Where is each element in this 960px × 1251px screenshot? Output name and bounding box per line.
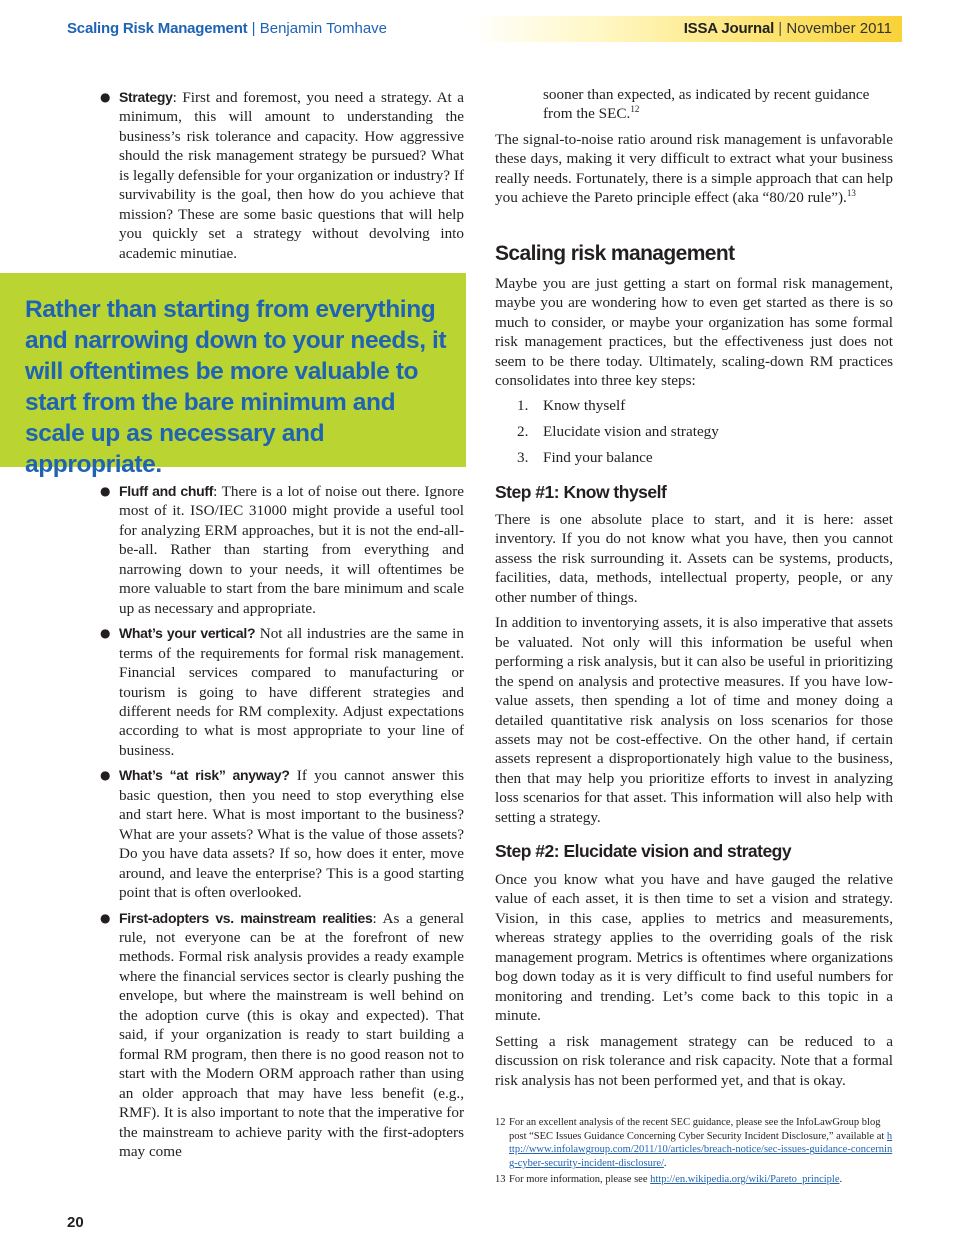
steps-list bbox=[517, 397, 877, 475]
left-column-bottom bbox=[100, 482, 464, 1161]
bullet-lead: First-adopters vs. mainstream realities bbox=[119, 909, 373, 926]
bullet-text: : There is a lot of noise out there. Ignore most of it. ISO/IEC 31000 might provide a useful tool for analyzing ERM approaches, but it is not the end-all-be-all. Rather than starting from everything and narrowing down to your needs, it will oftentimes be more valuable to start from the bare minimum and scale up as necessary and appropriate. bbox=[119, 483, 464, 617]
footnote-13 bbox=[495, 1173, 895, 1187]
bullet-lead: What’s your vertical? bbox=[119, 625, 256, 642]
pull-quote-box bbox=[0, 273, 466, 478]
running-header-left bbox=[67, 20, 387, 37]
bullet-icon: ● bbox=[100, 484, 111, 498]
footnote-punct: . bbox=[663, 1158, 667, 1170]
list-item bbox=[100, 909, 464, 1162]
paragraph bbox=[495, 130, 893, 208]
footnote-12 bbox=[495, 1116, 895, 1171]
header-date: November 2011 bbox=[786, 20, 892, 37]
step2-heading: Step #2: Elucidate vision and strategy bbox=[495, 841, 792, 861]
header-author: Benjamin Tomhave bbox=[259, 20, 388, 37]
paragraph-text: The signal-to-noise ratio around risk management is unfavorable these days, making it very difficult to extract what your business really needs. Fortunately, there is a simple approach that can help you achieve the Pareto principle effect (aka “80/20 rule”). bbox=[495, 131, 893, 207]
header-separator: | bbox=[251, 20, 256, 37]
list-item bbox=[517, 397, 877, 423]
bullet-icon: ● bbox=[100, 910, 111, 925]
paragraph-text: Maybe you are just getting a start on formal risk management, maybe you are wondering how to even get started as there is so much to consider, or maybe your organization has some formal risk management practices, but the effectiveness just does not seem to be there today. Ultimately, scaling-down RM practices consolidates into three key steps: bbox=[495, 275, 893, 390]
list-item bbox=[100, 88, 464, 263]
footnote-text: For an excellent analysis of the recent SEC guidance, please see the InfoLawGroup blog post “SEC Issues Guidance Concerning Cyber Security Incident Disclosure,” available at bbox=[509, 1117, 887, 1142]
footnote-text: For more information, please see bbox=[509, 1174, 651, 1185]
list-item bbox=[517, 423, 877, 449]
paragraph-scaling bbox=[495, 274, 893, 391]
running-header-right bbox=[472, 16, 902, 42]
bullet-list-top bbox=[100, 88, 464, 263]
step-number: 3. bbox=[517, 449, 529, 466]
paragraph-text: In addition to inventorying assets, it is also imperative that assets be valuated. Not only will this information be useful when performing a risk analysis, but it can also be useful in prioritizing the spend on analysis and protective measures. If you have low-value assets, then spending a lot of time and money doing a detailed quantitative risk analysis on loss scenarios for those assets may not be cost-effective. On the other hand, if certain assets represent a disproportionately high value to the business, then that may help you prioritize efforts to invest in analyzing loss scenarios for that asset. This information will also help with setting a strategy. bbox=[495, 614, 893, 826]
section-heading: Scaling risk management bbox=[495, 242, 735, 265]
list-item bbox=[100, 624, 464, 760]
step-number: 1. bbox=[517, 397, 529, 414]
bullet-text: : As a general rule, not everyone can be at the forefront of new methods. Formal risk analysis provides a ready example where the financial services sector is clearly pushing the envelope, but where the mainstream is well behind on the adoption curve (this is okay and expected). That said, if your organization is ready to start building a formal RM program, then there is no good reason not to start with the Modern ORM approach rather than using an older approach that may have less benefit (e.g., RMF). It is also important to note that the imperative for the mainstream to achieve parity with the first-adopters may come bbox=[119, 909, 464, 1160]
left-column-top bbox=[100, 88, 464, 263]
footnote-body bbox=[509, 1116, 895, 1171]
step-number: 2. bbox=[517, 423, 529, 440]
continued-text: sooner than expected, as indicated by recent guidance from the SEC. bbox=[543, 86, 870, 123]
paragraph-text: Once you know what you have and have gauged the relative value of each asset, it is then time to set a vision and strategy. Vision, in this case, applies to metrics and measurements, whereas strategy applies to the overriding goals of the risk management program. Metrics is oftentimes where organizations bog down today as it is very difficult to find useful numbers for monitoring and trending. Let’s come back to this topic in a minute. bbox=[495, 871, 893, 1025]
list-item bbox=[100, 766, 464, 902]
bullet-icon: ● bbox=[100, 90, 111, 104]
bullet-lead: Strategy bbox=[119, 89, 173, 105]
bullet-icon: ● bbox=[100, 768, 111, 783]
bullet-text: Not all industries are the same in terms of the requirements for formal risk management. Financial services compared to manufacturing or tourism is going to have different strategies and different needs for RM complexity. Adjust expectations according to what is most appropriate to your line of business. bbox=[119, 625, 464, 759]
step2-body bbox=[495, 870, 893, 1090]
bullet-text: If you cannot answer this basic question, then you need to stop everything else and start here. What is most important to the business? What are your assets? What is the value of those assets? Do you have data assets? If so, how does it enter, move around, and leave the enterprise? This is a good starting point that is often overlooked. bbox=[119, 767, 464, 902]
footnote-body bbox=[509, 1173, 895, 1187]
pull-quote-text: Rather than starting from everything and narrowing down to your needs, it will oftentimes be more valuable to start from the bare minimum and scale up as necessary and appropriate. bbox=[25, 296, 447, 478]
footnote-number: 13 bbox=[495, 1174, 506, 1185]
bullet-text: : First and foremost, you need a strategy. At a minimum, this will amount to understanding the business’s risk tolerance and capacity. How aggressive should the risk management strategy be pursued? What is legally defensible for your organization or industry? If survivability is the goal, then how do you achieve that mission? These are some basic questions that will help you quickly set a strategy without devolving into academic minutiae. bbox=[119, 89, 464, 262]
step-label: Elucidate vision and strategy bbox=[543, 423, 719, 440]
bullet-lead: Fluff and chuff bbox=[119, 483, 214, 499]
page-number: 20 bbox=[67, 1214, 84, 1231]
paragraph-signal bbox=[495, 130, 893, 208]
list-item bbox=[517, 449, 877, 475]
header-article-title: Scaling Risk Management bbox=[67, 20, 248, 37]
continued-bullet bbox=[543, 85, 893, 124]
paragraph-text: There is one absolute place to start, and it is here: asset inventory. If you do not know what you have, then you cannot assess the risk surrounding it. Assets can be systems, products, facilities, data, methods, intellectual property, people, or any other number of things. bbox=[495, 511, 893, 606]
continued-paragraph bbox=[543, 85, 893, 124]
step-label: Find your balance bbox=[543, 449, 653, 466]
footnote-ref-13: 13 bbox=[846, 188, 856, 199]
header-journal: ISSA Journal bbox=[683, 20, 775, 37]
step1-body bbox=[495, 510, 893, 827]
step-label: Know thyself bbox=[543, 397, 626, 414]
paragraph-text: Setting a risk management strategy can be reduced to a discussion on risk tolerance and risk capacity. Note that a formal risk analysis has not been performed yet, and that is okay. bbox=[495, 1032, 893, 1089]
footnote-link[interactable]: http://www.infolawgroup.com/2011/10/articles/breach-notice/sec-issues-guidance-concerning-cyber-security-incident-disclosure/ bbox=[509, 1130, 893, 1170]
bullet-list bbox=[100, 482, 464, 1161]
list-item bbox=[100, 482, 464, 618]
footnote-punct: . bbox=[839, 1174, 843, 1185]
footnote-link[interactable]: http://en.wikipedia.org/wiki/Pareto_principle bbox=[650, 1174, 840, 1185]
bullet-icon: ● bbox=[100, 626, 111, 641]
footnote-number: 12 bbox=[495, 1117, 506, 1128]
step1-heading: Step #1: Know thyself bbox=[495, 482, 667, 502]
bullet-lead: What’s “at risk” anyway? bbox=[119, 767, 290, 784]
header-separator-right: | bbox=[778, 20, 783, 37]
footnote-ref-12: 12 bbox=[630, 104, 640, 115]
